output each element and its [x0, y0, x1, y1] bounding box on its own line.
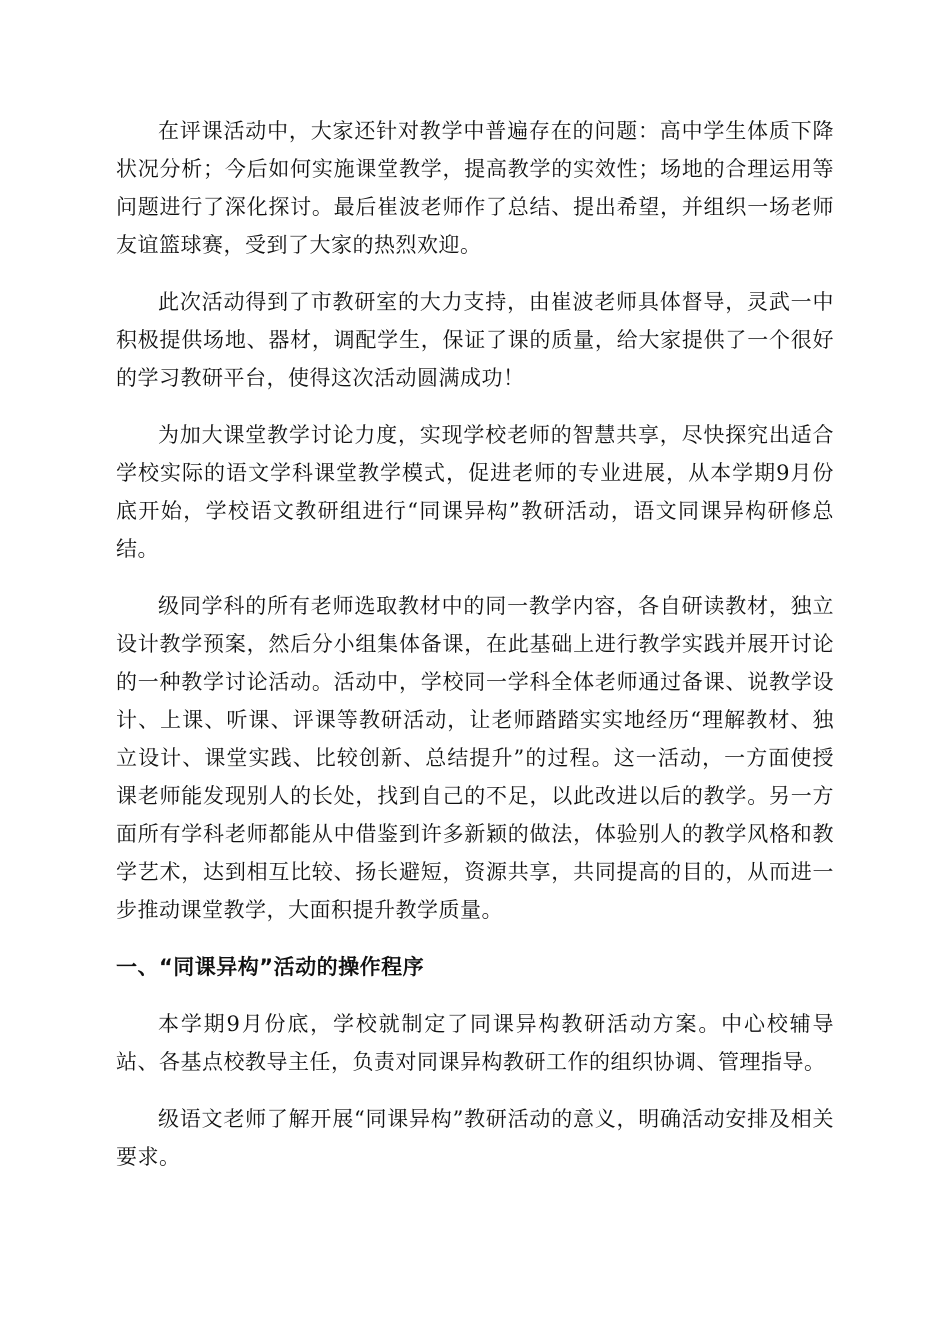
document-page [116, 112, 834, 1195]
paragraph-plan-formulation: 本学期9月份底，学校就制定了同课异构教研活动方案。中心校辅导站、各基点校教导主任，负责对同课异构教研工作的组织协调、管理指导。 [116, 1012, 834, 1074]
paragraph-teacher-understanding: 级语文老师了解开展“同课异构”教研活动的意义，明确活动安排及相关要求。 [116, 1107, 834, 1169]
section-heading: 一、“同课异构”活动的操作程序 [116, 955, 425, 979]
paragraph-review-discussion: 在评课活动中，大家还针对教学中普遍存在的问题：高中学生体质下降状况分析；今后如何实施课堂教学，提高教学的实效性；场地的合理运用等问题进行了深化探讨。最后崔波老师作了总结、提出希望，并组织一场老师友谊篮球赛，受到了大家的热烈欢迎。 [116, 119, 834, 257]
paragraph-activity-support: 此次活动得到了市教研室的大力支持，由崔波老师具体督导，灵武一中积极提供场地、器材，调配学生，保证了课的质量，给大家提供了一个很好的学习教研平台，使得这次活动圆满成功！ [116, 290, 834, 390]
paragraph-same-course-description: 级同学科的所有老师选取教材中的同一教学内容，各自研读教材，独立设计教学预案，然后分小组集体备课，在此基础上进行教学实践并展开讨论的一种教学讨论活动。活动中，学校同一学科全体老师通过备课、说教学设计、上课、听课、评课等教研活动，让老师踏踏实实地经历“理解教材、独立设计、课堂实践、比较创新、总结提升”的过程。这一活动，一方面使授课老师能发现别人的长处，找到自己的不足，以此改进以后的教学。另一方面所有学科老师都能从中借鉴到许多新颖的做法，体验别人的教学风格和教学艺术，达到相互比较、扬长避短，资源共享，共同提高的目的，从而进一步推动课堂教学，大面积提升教学质量。 [116, 594, 834, 922]
paragraph-teaching-research: 为加大课堂教学讨论力度，实现学校老师的智慧共享，尽快探究出适合学校实际的语文学科课堂教学模式，促进老师的专业进展，从本学期9月份底开始，学校语文教研组进行“同课异构”教研活动，语文同课异构研修总结。 [116, 423, 834, 561]
